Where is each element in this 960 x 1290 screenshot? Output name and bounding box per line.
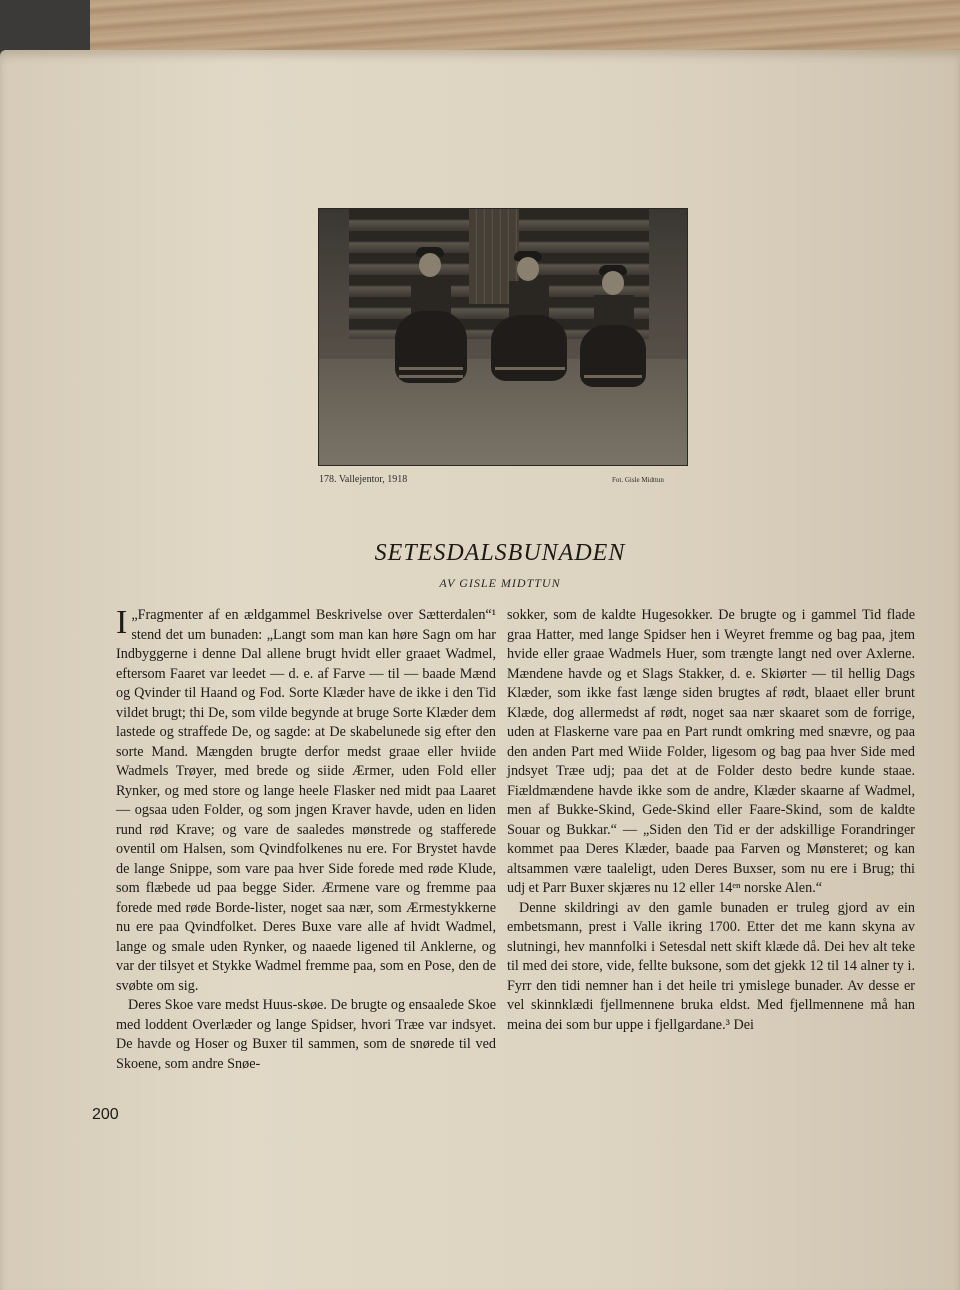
paragraph: Denne skildringi av den gamle bunaden er truleg gjord av ein embetsmann, prest i Valle ikring 1700. Etter det me kann skyna av slutningi, hev mannfolki i Setesdal nett skift klæde då. Dei hev alt teke til med dei store, vide, fellte buksone, som det gjekk 12 til 14 alner ty i. Fyrr den tidi nemner han i det heile tri ymislege bunader. Av desse er vel skinnklædi fjellmennene bruka eldst. Med fjellmennene må han meina dei som bur uppe i fjellgardane.³ Dei [507, 899, 915, 1033]
article-title: SETESDALSBUNADEN [374, 540, 626, 566]
text-column-right [507, 606, 915, 1035]
paragraph: I „Fragmenter af en ældgammel Beskrivelse over Sætterdalen“¹ stend det um bunaden: „Langt som man kan høre Sagn om har Indbyggerne i denne Dal allene brugt hvidt eller graaet Wadmel, eftersom Faaret var leedet — d. e. af Farve — til — baade Mænd og Qvinder til Haand og Fod. Sorte Klæder have de ikke i den Tid vildet brugt; thi De, som vilde begynde at bruge Sorte Klæder dem lastede og straffede De, og sagde: at De skabelunede sig efter den sorte Mand. Mængden brugte derfor medst graae eller hviide Wadmels Trøyer, med brede og siide Ærmer, uden Fold eller Rynker, og med store og lange heele Flasker ned midt paa Laaret — ogsaa uden Folder, og som jngen Kraver havde, uden en liden rund rød Krave; og vare de saaledes mønstrede og stafferede oventil om Halsen, som Qvindfolkenes nu ere. For Brystet havde de lange Snippe, som vare paa hver Side forede med røde Klude, som flæbede ud paa begge Sider. Ærmene vare og fremme paa forede med røde Borde-lister, noget saa nær, som Ærmestykkerne nu ere paa Qvindfolket. Deres Buxe vare alle af hvidt Wadmel, lange og smale uden Rynker, og naaede ligened til Anklerne, og var der tilsyet et Stykke Wadmel fremme paa, som en Pose, den de svøbte om sig. [116, 604, 496, 994]
paragraph: Deres Skoe vare medst Huus-skøe. De brugte og ensaalede Skoe med loddent Overlæder og lange Spidser, hvori Træe var indsyet. De havde og Hoser og Buxer til sammen, som de snørede til ved Skoene, som andre Snøe- [116, 997, 496, 1072]
article-byline: AV GISLE MIDTTUN [439, 576, 561, 590]
paragraph: sokker, som de kaldte Hugesokker. De brugte og i gammel Tid flade graa Hatter, med lange Spidser hen i Weyret fremme og bag paa, jtem hvide eller graae Wadmels Huer, som trængte langt ned over Axlerne. Mændene havde og et Slags Stakker, d. e. Skiørter — til hellig Dags Klæder, som ikke fast længe siden brugtes af rødt, blaaet eller brunt Klæde, dog allermedst af rødt, noget saa nær skaaret som de forrige, uden at Flaskerne vare paa en Part rundt omkring med snævre, og paa den anden Part med Wiide Folder, ligesom og bag paa hver Side med jndsyet Træe udj; paa det at de Folder desto bedre kunde staae. Fiældmændene havde ikke som de andre, Klæder skaarne af Wadmel, men af Bukke-Skind, Gede-Skind eller Faare-Skind, som de kaldte Souar og Bukkar.“ — „Siden den Tid er der adskillige Forandringer kommet paa Deres Klæder, baade paa Farven og Mønsteret; og kan altsammen være taaleligt, uden Deres Buxser, som nu ere i Brug; thi udj et Parr Buxer skjæres nu 12 eller 14ᵉⁿ norske Alen.“ [507, 607, 915, 896]
drop-cap: I [116, 604, 128, 641]
text-column-left [116, 606, 496, 1074]
photograph [318, 208, 688, 466]
figure-caption: 178. Vallejentor, 1918 [319, 474, 408, 485]
page-number: 200 [92, 1106, 119, 1123]
photo-credit: Fot. Gisle Midttun [612, 476, 664, 484]
